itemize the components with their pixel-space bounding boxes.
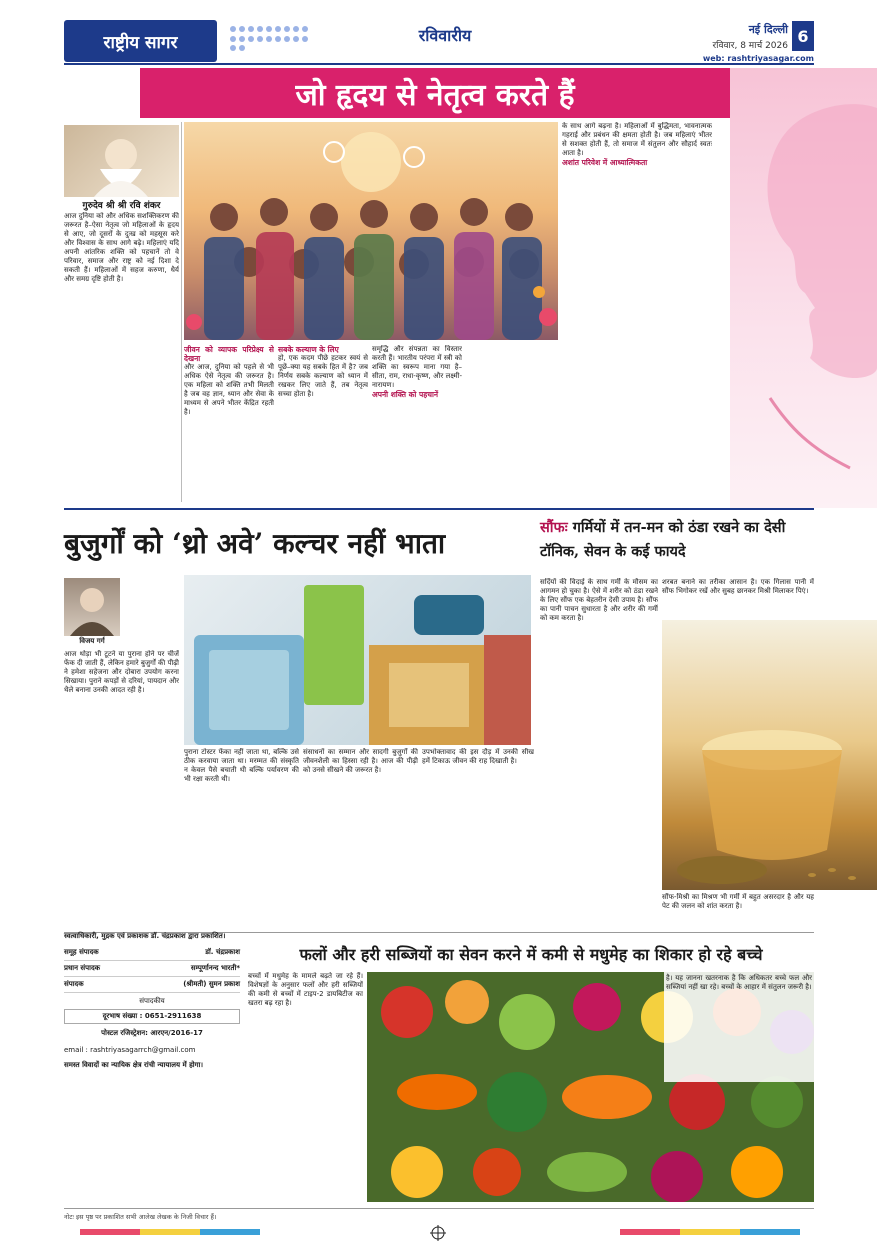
story-two-col-1: आज थोड़ा भी टूटने या पुराना होने पर चीजें फेंक दी जाती हैं, लेकिन हमारे बुजुर्गों की पीढ़ी ने हमेशा सहेजना और दोबारा उपयोग करना सिखाया। पुराने कपड़ों से दरियां, पायदान और थैले बनाना उनकी आदत रही है।	[64, 650, 179, 694]
author-caption: गुरुदेव श्री श्री रवि शंकर	[82, 201, 161, 211]
story-two-col-1b	[124, 578, 179, 646]
story-three-headline	[540, 516, 814, 572]
section-name: रविवारीय	[418, 26, 472, 45]
editor-label: समूह संपादक	[64, 948, 99, 956]
postal-registration: पोस्टल रजिस्ट्रेशन: आरएन/2016-17	[101, 1029, 203, 1037]
header-rule	[64, 63, 814, 65]
lead-col-4	[372, 345, 462, 502]
lead-col-2	[184, 345, 274, 502]
lead-col-6-text: के साथ आगे बढ़ना है। महिलाओं में बुद्धिमता, भावनात्मक गहराई और प्रबंधन की क्षमता होती है। जब महिलाएं भीतर से सशक्त होती हैं, तो समाज में संतुलन और सौहार्द स्वतः आता है।	[562, 122, 712, 157]
email[interactable]: email : rashtriyasagarrch@gmail.com	[64, 1046, 196, 1054]
story-two-author: विजय गर्ग	[79, 637, 105, 645]
publisher-note: स्वत्वाधिकारी, मुद्रक एवं प्रकाशक डॉ. चंद्रप्रकाश द्वारा प्रकाशित।	[64, 932, 226, 940]
lead-col-3	[278, 345, 368, 502]
story-three-col-1: सर्दियों की विदाई के साथ गर्मी के मौसम का आगमन हो चुका है। ऐसे में शरीर को ठंडा रखने के लिए सौंफ एक बेहतरीन देसी उपाय है। सौंफ का पानी पाचन सुधारता है और शरीर की गर्मी को कम करता है।	[540, 578, 658, 622]
editor2-name: (श्रीमती) सुमन प्रकाश	[183, 980, 240, 988]
registration-marks	[0, 1225, 877, 1241]
fennel-tea-photo	[662, 620, 877, 890]
lead-headline: जो हृदय से नेतृत्व करते हैं	[140, 68, 730, 118]
page-number: 6	[792, 21, 814, 51]
lead-col-6-heading: अशांत परिवेश में आध्यात्मिकता	[562, 158, 648, 167]
editor2-label: संपादक	[64, 980, 84, 988]
lead-col-6	[562, 122, 712, 502]
edition-city: नई दिल्ली	[748, 23, 788, 36]
masthead: राष्ट्रीय सागर	[64, 20, 217, 62]
story-two-col-3: संसाधनों का सम्मान और सादगी बुजुर्गों की जीवनशैली का हिस्सा रही है। आज की पीढ़ी को उनसे सीखने की जरूरत है।	[303, 748, 418, 774]
story-three-title: गर्मियों में तन-मन को ठंडा रखने का देसी टॉनिक, सेवन के कई फायदे	[540, 519, 786, 560]
imprint-row	[64, 977, 240, 993]
profile-silhouette-icon	[730, 68, 877, 508]
imprint-row	[64, 945, 240, 961]
story-two-col-2: पुराना टोस्टर फेंका नहीं जाता था, बल्कि उसे ठीक करवाया जाता था। मरम्मत की संस्कृति न केवल पैसे बचाती थी बल्कि पर्यावरण की भी रक्षा करती थी।	[184, 748, 299, 783]
imprint-row	[64, 961, 240, 977]
story-three-label: सौंफः	[540, 519, 568, 536]
story-four-col-1: बच्चों में मधुमेह के मामले बढ़ते जा रहे हैं। विशेषज्ञों के अनुसार फलों और हरी सब्जियों की कमी से बच्चों में टाइप-2 डायबिटीज का खतरा बढ़ रहा है।	[248, 972, 363, 1007]
office-label: संपादकीय	[139, 997, 165, 1005]
section-rule	[64, 508, 814, 510]
women-leaders-illustration	[184, 122, 558, 340]
lead-col-4-text: समृद्धि और संपन्नता का विस्तार करती हैं। भारतीय परंपरा में स्त्री को शक्ति का स्वरूप माना गया है–सीता, राम, राधा-कृष्ण, और लक्ष्मी-नारायण।	[372, 345, 462, 389]
crochet-mats-photo	[184, 575, 531, 745]
story-three-col-3: सौंफ-मिश्री का मिश्रण भी गर्मी में बहुत असरदार है और यह पेट की जलन को शांत करता है।	[662, 893, 814, 910]
chief-editor-name: सम्पूर्णानन्द भारती*	[190, 964, 240, 972]
story-four-headline: फलों और हरी सब्जियों का सेवन करने में कमी से मधुमेह का शिकार हो रहे बच्चे	[299, 945, 763, 964]
lead-col-3-heading: सबके कल्याण के लिए	[278, 345, 339, 354]
website[interactable]: web: rashtriyasagar.com	[702, 54, 814, 63]
imprint-box	[64, 932, 240, 1207]
author-photo	[64, 125, 179, 197]
lead-col-5	[466, 345, 556, 502]
pink-decoration	[730, 68, 877, 508]
page-footer	[64, 1208, 814, 1222]
editor-name: डॉ. चंद्रप्रकाश	[205, 948, 240, 956]
story-four-col-2: है। यह जानना खतरनाक है कि अधिकतर बच्चे फल और सब्जियां नहीं खा रहे। बच्चों के आहार में संतुलन जरूरी है।	[664, 972, 814, 1082]
story-two-col-4: उपभोक्तावाद की इस दौड़ में उनकी सीख हमें टिकाऊ जीवन की राह दिखाती है।	[422, 748, 534, 765]
lead-col-2-text: और आज, दुनिया को पहले से भी अधिक ऐसे नेतृत्व की जरूरत है। एक महिला को शक्ति तभी मिलती है जब वह ज्ञान, ध्यान और सेवा के माध्यम से अपने भीतर केंद्रित रहती है।	[184, 363, 274, 416]
author-photo	[64, 578, 120, 636]
masthead-dots	[230, 26, 310, 52]
lead-col-3-text: हो, एक कदम पीछे हटकर स्वयं से पूछें–क्या यह सबके हित में है? जब निर्णय सबके कल्याण को ध्यान में रखकर लिए जाते हैं, तब नेतृत्व सच्चा होता है।	[278, 354, 368, 398]
lead-col-1: आज दुनिया को और अधिक सशक्तिकरण की जरूरत है–ऐसा नेतृत्व जो महिलाओं के हृदय से आए, जो दूसरों के दुःख को महसूस करे और विश्वास के साथ आगे बढ़े। महिलाएं यदि अपनी आंतरिक शक्ति को पहचानें तो वे परिवार, समाज और राष्ट्र को नई दिशा दे सकती हैं। महिलाओं में सहज करुणा, धैर्य और समग्र दृष्टि होती है।	[64, 212, 179, 283]
lead-col-2-heading: जीवन को व्यापक परिप्रेक्ष्य से देखना	[184, 345, 274, 363]
disclaimer: समस्त विवादों का न्यायिक क्षेत्र रांची न्यायालय में होगा।	[64, 1061, 203, 1069]
lead-col-4-heading: अपनी शक्ति को पहचानें	[372, 390, 439, 399]
edition-date: रविवार, 8 मार्च 2026	[712, 41, 788, 51]
story-three-col-2: शरबत बनाने का तरीका आसान है। एक गिलास पानी में सौंफ भिगोकर रखें और सुबह छानकर मिश्री मिलाकर पिएं।	[662, 578, 814, 595]
story-two-headline: बुजुर्गों को ‘थ्रो अवे’ कल्चर नहीं भाता	[64, 527, 446, 560]
column-divider	[181, 122, 182, 502]
chief-editor-label: प्रधान संपादक	[64, 964, 101, 972]
footer-note: नोटः इस पृष्ठ पर प्रकाशित सभी आलेख लेखक के निजी विचार हैं।	[64, 1213, 217, 1221]
phone-number: दूरभाष संख्या : 0651-2911638	[64, 1009, 240, 1024]
